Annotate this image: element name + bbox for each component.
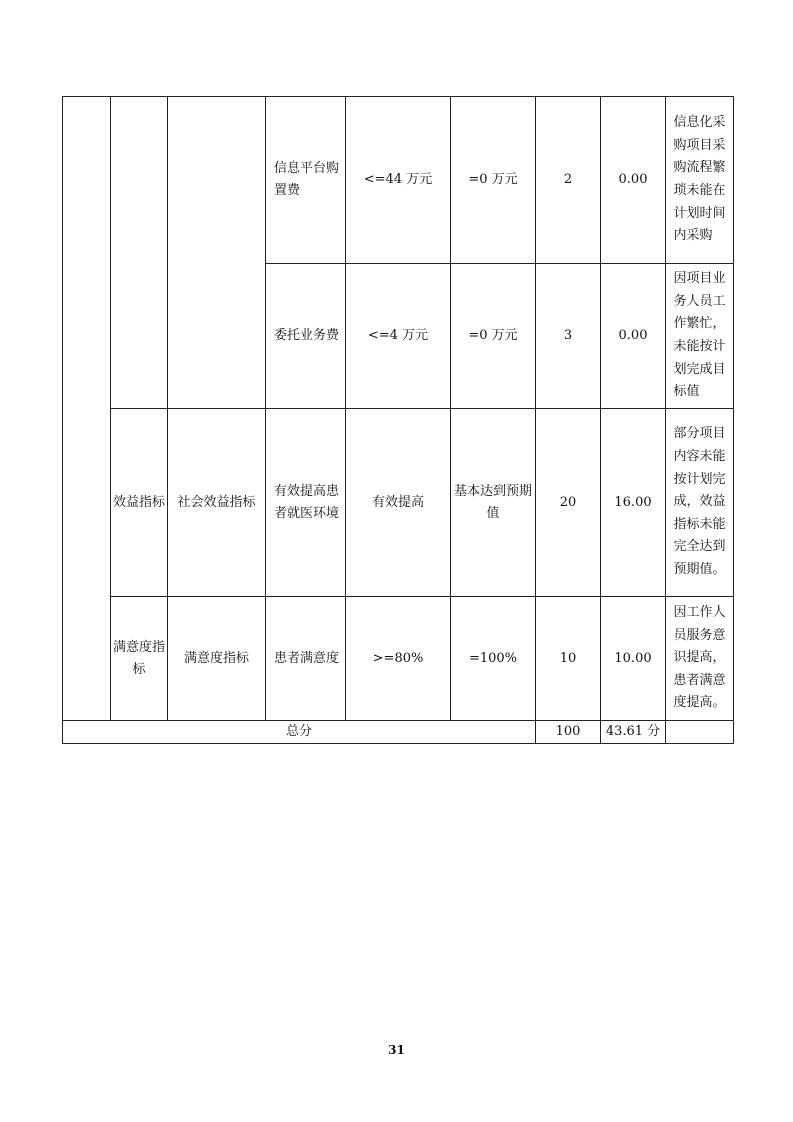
indicator-cell: 有效提高患者就医环境 <box>266 409 346 597</box>
merged-category-cell <box>63 97 111 721</box>
actual-cell: =0 万元 <box>451 264 536 409</box>
score-cell: 0.00 <box>601 97 666 264</box>
actual-cell: =0 万元 <box>451 97 536 264</box>
table-row <box>63 597 734 721</box>
score-cell: 10.00 <box>601 597 666 721</box>
total-weight: 100 <box>536 721 601 744</box>
reason-text: 因工作人员服务意识提高，患者满意度提高。 <box>673 605 726 711</box>
target-cell: <=4 万元 <box>346 264 451 409</box>
reason-text: 信息化采购项目采购流程繁琐未能在计划时间内采购 <box>673 115 726 244</box>
level1-cell: 满意度指标 <box>111 597 168 721</box>
total-label: 总分 <box>63 721 536 744</box>
weight-cell: 20 <box>536 409 601 597</box>
level1-cell: 效益指标 <box>111 409 168 597</box>
actual-cell: 基本达到预期值 <box>451 409 536 597</box>
total-score: 43.61 分 <box>601 721 666 744</box>
merged-level1-cell <box>111 97 168 409</box>
table-row <box>63 97 734 264</box>
level2-cell: 社会效益指标 <box>168 409 266 597</box>
weight-cell: 10 <box>536 597 601 721</box>
target-cell: <=44 万元 <box>346 97 451 264</box>
score-cell: 16.00 <box>601 409 666 597</box>
total-row <box>63 721 734 744</box>
table-row <box>63 409 734 597</box>
weight-cell: 3 <box>536 264 601 409</box>
merged-level2-cell <box>168 97 266 409</box>
reason-text: 部分项目内容未能按计划完成，效益指标未能完全达到预期值。 <box>673 426 726 577</box>
target-cell: >=80% <box>346 597 451 721</box>
reason-cell <box>666 409 734 597</box>
reason-cell <box>666 264 734 409</box>
reason-cell <box>666 597 734 721</box>
reason-text: 因项目业务人员工作繁忙，未能按计划完成目标值 <box>673 271 726 400</box>
level2-cell: 满意度指标 <box>168 597 266 721</box>
target-cell: 有效提高 <box>346 409 451 597</box>
actual-cell: =100% <box>451 597 536 721</box>
page-number: 31 <box>388 1043 405 1057</box>
indicator-cell: 委托业务费 <box>266 264 346 409</box>
indicator-cell: 信息平台购置费 <box>266 97 346 264</box>
indicator-cell: 患者满意度 <box>266 597 346 721</box>
score-cell: 0.00 <box>601 264 666 409</box>
reason-cell <box>666 97 734 264</box>
total-note-cell <box>666 721 734 744</box>
performance-table <box>62 96 734 744</box>
weight-cell: 2 <box>536 97 601 264</box>
